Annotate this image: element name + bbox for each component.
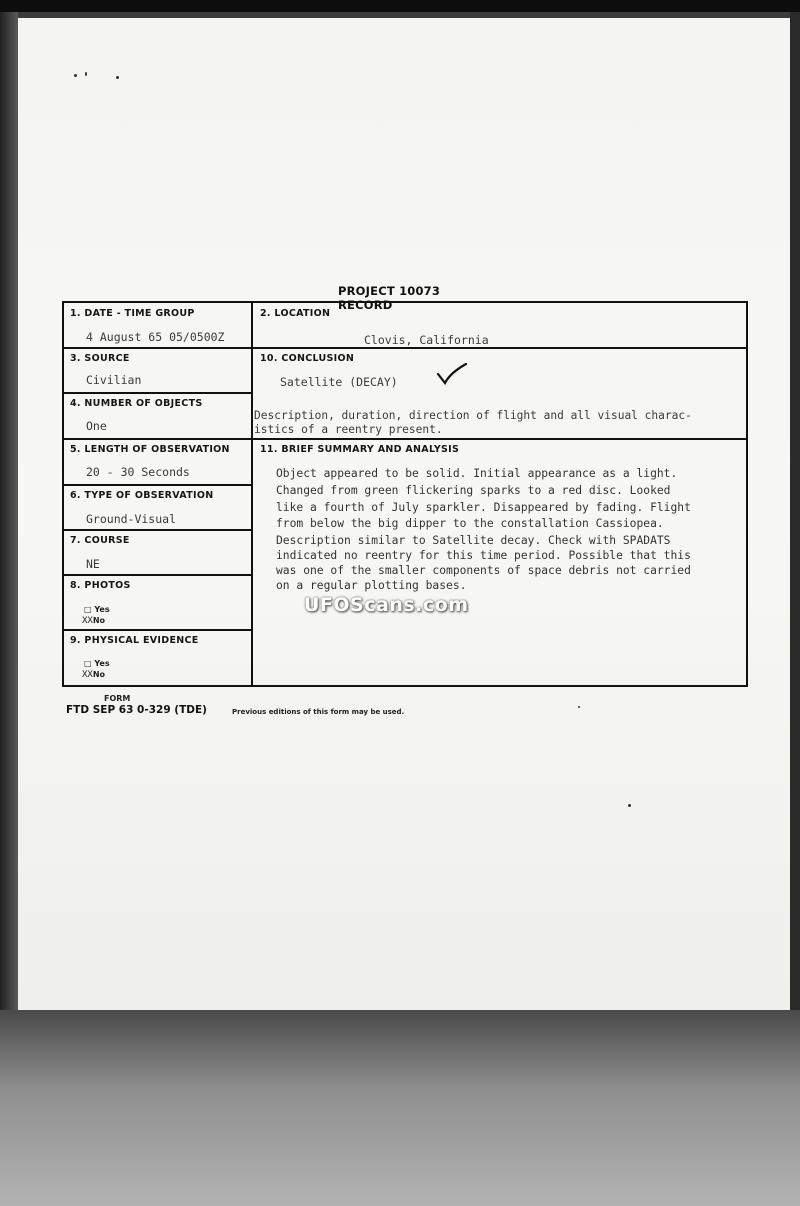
length-of-observation-value: 20 - 30 Seconds <box>86 465 190 479</box>
photos-no-label: No <box>92 616 106 625</box>
film-lower-band <box>0 1010 800 1206</box>
source-label: 3. SOURCE <box>70 353 130 364</box>
physical-evidence-no-mark: XX <box>82 670 93 680</box>
form-title: PROJECT 10073 RECORD <box>338 284 441 312</box>
type-of-observation-label: 6. TYPE OF OBSERVATION <box>70 490 214 501</box>
conclusion-value: Satellite (DECAY) <box>280 375 398 389</box>
physical-evidence-label: 9. PHYSICAL EVIDENCE <box>70 635 199 646</box>
description-note-line1: Description, duration, direction of flight and all visual charac- <box>254 409 692 422</box>
row-divider <box>64 347 748 349</box>
dust-speck <box>628 804 631 807</box>
number-of-objects-value: One <box>86 419 107 433</box>
summary-line: on a regular plotting bases. <box>276 579 467 592</box>
number-of-objects-label: 4. NUMBER OF OBJECTS <box>70 398 203 409</box>
summary-line: Object appeared to be solid. Initial appearance as a light. <box>276 467 678 480</box>
course-value: NE <box>86 557 100 571</box>
row-divider <box>64 484 251 486</box>
photos-yes-option: □ Yes <box>84 605 110 614</box>
row-divider <box>64 629 251 631</box>
conclusion-label: 10. CONCLUSION <box>260 353 355 364</box>
photos-label: 8. PHOTOS <box>70 580 131 591</box>
row-divider <box>64 438 748 440</box>
column-divider <box>251 303 253 687</box>
summary-line: Changed from green flickering sparks to a red disc. Looked <box>276 484 671 497</box>
location-label: 2. LOCATION <box>260 308 331 319</box>
photos-yes-label: Yes <box>94 605 110 614</box>
summary-line: was one of the smaller components of space debris not carried <box>276 564 691 577</box>
course-label: 7. COURSE <box>70 535 130 546</box>
physical-evidence-yes-option: □ Yes <box>84 659 110 668</box>
dust-speck <box>578 706 580 708</box>
watermark: UFOScans.com <box>304 594 469 616</box>
date-time-group-value: 4 August 65 05/0500Z <box>86 330 225 344</box>
row-divider <box>64 392 251 394</box>
description-note-line2: istics of a reentry present. <box>254 423 443 436</box>
film-left-border <box>0 12 18 1012</box>
film-top-border <box>0 0 800 12</box>
length-of-observation-label: 5. LENGTH OF OBSERVATION <box>70 444 230 455</box>
source-value: Civilian <box>86 373 142 387</box>
checkmark-icon <box>436 363 468 385</box>
summary-line: Description similar to Satellite decay. Check with SPADATS <box>276 534 671 547</box>
summary-label: 11. BRIEF SUMMARY AND ANALYSIS <box>260 444 460 455</box>
location-value: Clovis, California <box>364 333 489 347</box>
physical-evidence-yes-label: Yes <box>94 659 110 668</box>
physical-evidence-no-option <box>82 670 105 680</box>
photos-no-option <box>82 616 105 626</box>
footer-note: Previous editions of this form may be used. <box>232 708 405 716</box>
date-time-group-label: 1. DATE - TIME GROUP <box>70 308 195 319</box>
row-divider <box>64 529 251 531</box>
physical-evidence-no-label: No <box>92 670 106 679</box>
film-right-border <box>790 12 800 1012</box>
row-divider <box>64 574 251 576</box>
summary-line: indicated no reentry for this time period. Possible that this <box>276 549 691 562</box>
dust-speck <box>74 74 77 77</box>
summary-line: like a fourth of July sparkler. Disappeared by fading. Flight <box>276 501 691 514</box>
footer-form-id: FTD SEP 63 0-329 (TDE) <box>66 704 207 716</box>
dust-speck <box>116 76 119 79</box>
dust-speck <box>85 72 87 76</box>
type-of-observation-value: Ground-Visual <box>86 512 177 526</box>
photos-no-mark: XX <box>82 616 93 626</box>
summary-line: from below the big dipper to the constallation Cassiopea. <box>276 517 664 530</box>
footer-form-word: FORM <box>104 694 131 703</box>
record-form <box>62 301 748 687</box>
